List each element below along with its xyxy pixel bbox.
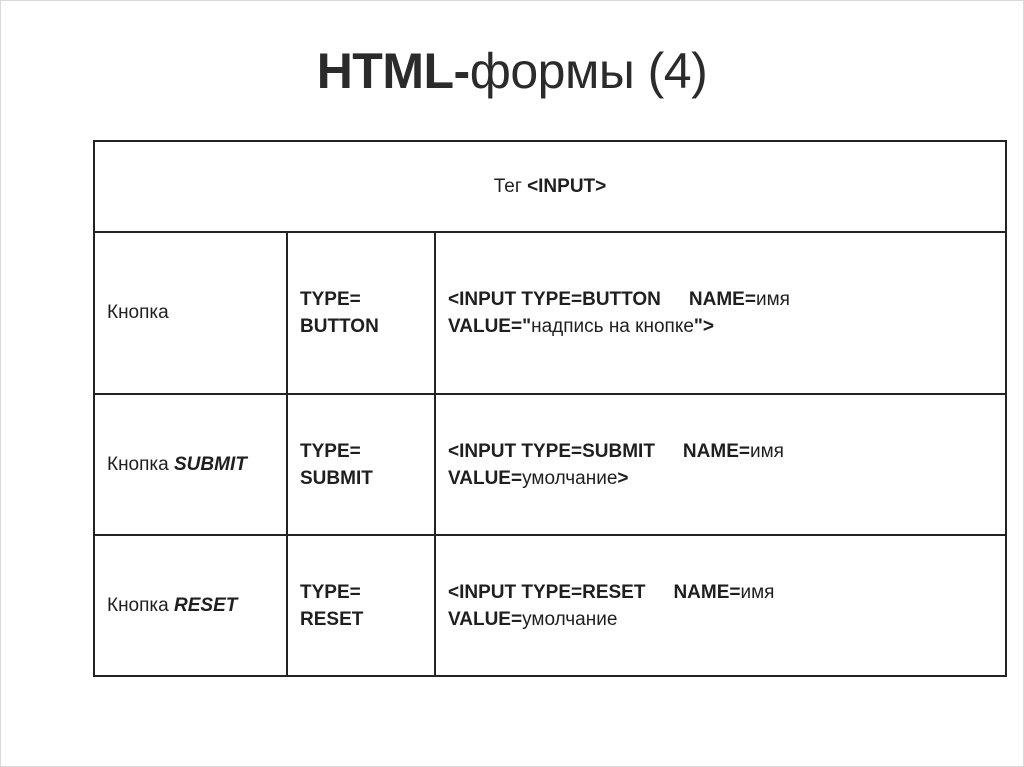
element-name: Кнопка [107,302,169,323]
syntax-line-1 [448,579,993,606]
table-header-cell [94,141,1006,232]
syntax-cell [435,232,1006,394]
syntax-name-value: имя [740,581,775,603]
element-name: Кнопка [107,453,174,475]
syntax-value-attr: VALUE= [448,467,523,489]
type-attr: TYPE= [300,440,361,462]
syntax-line-2 [448,465,993,492]
header-prefix: Тег [493,175,528,197]
type-cell [287,394,435,535]
syntax-value-text: надпись на кнопке [531,316,694,337]
type-value: SUBMIT [300,467,373,489]
syntax-value-attr: VALUE= [448,608,523,630]
table-row [94,394,1006,535]
type-attr: TYPE= [300,581,361,603]
syntax-name-attr: NAME= [673,581,741,603]
table-header-row [94,141,1006,232]
syntax-input-type: <INPUT TYPE=BUTTON [448,289,661,310]
syntax-value-text: умолчание [522,608,618,630]
type-value: BUTTON [300,316,379,337]
type-value: RESET [300,608,364,630]
element-name-emphasis: SUBMIT [174,453,247,475]
syntax-line-1 [448,286,993,313]
syntax-cell [435,394,1006,535]
type-cell [287,232,435,394]
syntax-line-1 [448,438,993,465]
table-row [94,232,1006,394]
syntax-name-value: имя [749,440,784,462]
type-cell [287,535,435,676]
element-name-emphasis: RESET [174,594,238,616]
slide-title-rest: формы (4) [469,43,708,99]
syntax-name-value: имя [755,289,790,310]
element-name-cell [94,394,287,535]
element-name-cell [94,535,287,676]
syntax-line-end: "> [693,316,715,337]
syntax-line-2 [448,313,993,340]
syntax-line-2 [448,606,993,633]
slide-title-html: HTML- [316,43,470,99]
type-attr: TYPE= [300,289,361,310]
syntax-name-attr: NAME= [682,440,750,462]
syntax-cell [435,535,1006,676]
input-types-table [93,140,1007,677]
table-row [94,535,1006,676]
element-name: Кнопка [107,594,174,616]
element-name-cell [94,232,287,394]
syntax-input-type: <INPUT TYPE=RESET [448,581,646,603]
syntax-line-end: > [617,467,629,489]
syntax-input-type: <INPUT TYPE=SUBMIT [448,440,655,462]
syntax-name-attr: NAME= [688,289,756,310]
syntax-value-text: умолчание [522,467,618,489]
header-tag: <INPUT> [527,175,607,197]
syntax-value-attr: VALUE=" [448,316,532,337]
slide-title [0,42,1024,100]
